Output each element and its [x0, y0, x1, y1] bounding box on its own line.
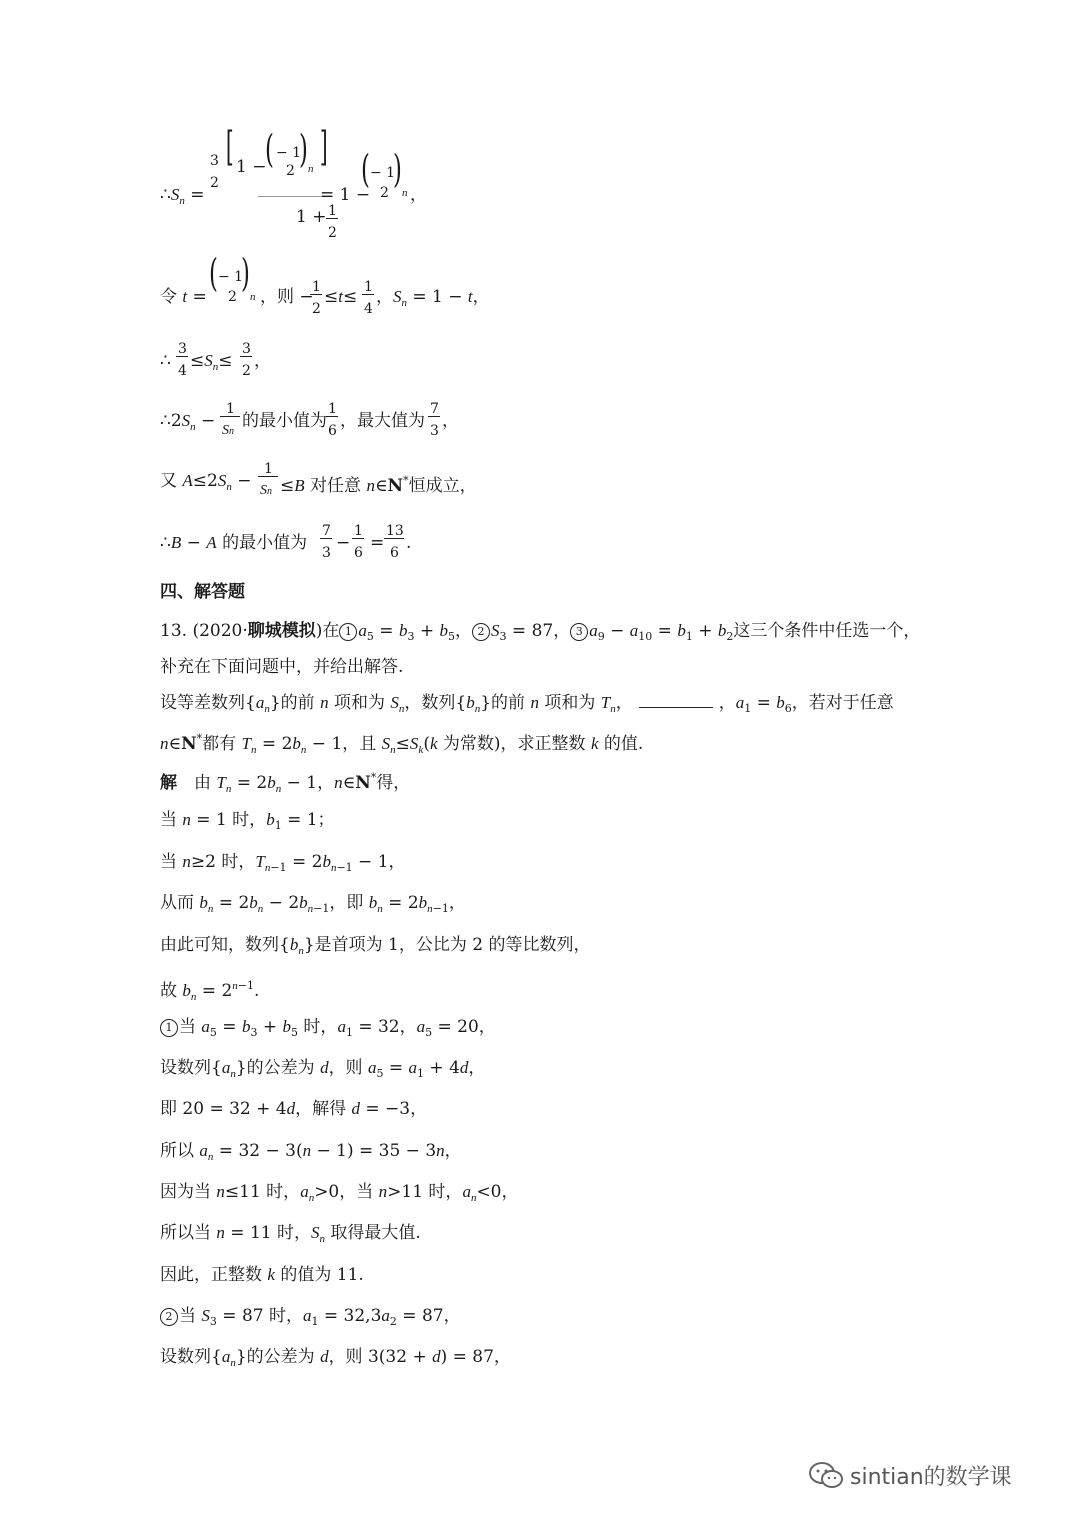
solution-line-11: 因为当 n≤11 时，$a_n>0$，当 n>11 时，$a_n<0$，	[160, 1182, 519, 1204]
solution-line-13: 因此，正整数 k 的值为 11.	[160, 1265, 364, 1285]
solution-line-5: 由此可知，数列$\{b_n\}$是首项为 1，公比为 2 的等比数列，	[160, 935, 591, 957]
answer-blank	[639, 693, 713, 708]
problem-13-line-4: n∈N*都有 $T_n = 2b_n - 1$，且 $S_n\le S_k(k$ 为常数)，求正整数 k 的值.	[160, 732, 644, 756]
document-page: $\therefore S_n$ = 3 2 [ 1 − ( − 1 2 ) n ] 1 + 1 2 = 1 − ( − 1 2 ) n ， 令 t = ( − 1 2 ) n ，则 − 1 2 ≤t≤ 1 4 ，$S_n = 1 - t$， ∴ 3 4 $\le S_n\le$ 3 2 ， $\therefore 2S_n$ − 1 Sn 的最小值为 1 6 ，最大值为 7 3 ， 又 $A\le 2S_n$ − 1 Sn ≤B 对任意 n∈N*恒成立， ∴B − A 的最小值为 7 3 − 1 6 = 13 6 . 四、解答题 13. (2020·聊城模拟)在 1 $a_5 = b_3 + b_5$， 2 $S_3 = 87$， 3 $a_9 - a_{10} = b_1 + b_2$这三个条件中任选一个， 补充在下面问题中，并给出解答. 设等差数列$\{a_n\}$的前 n 项和为 $S_n$，数列$\{b_n\}$的前 n 项和为 $T_n$， ，$a_1 = b_6$，若对于任意 n∈N*都有 $T_n = 2b_n - 1$，且 $S_n\le S_k(k$ 为常数)，求正整数 k 的值. 解 由 $T_n = 2b_n - 1$，n∈N*得， 当 n = 1 时，$b_1 = 1$； 当 n≥2 时，$T_{n-1} = 2b_{n-1} - 1$， 从而 $b_n = 2b_n - 2b_{n-1}$，即 $b_n = 2b_{n-1}$， 由此可知，数列$\{b_n\}$是首项为 1，公比为 2 的等比数列， 故 $b_n = 2^{n-1}$. 1 当 $a_5 = b_3 + b_5$ 时，$a_1 = 32$，$a_5 = 20$， 设数列$\{a_n\}$的公差为 d，则 $a_5 = a_1 + 4d$， 即 20 = 32 + 4d，解得 d = −3， 所以 $a_n = 32 - 3(n - 1) = 35 - 3n$， 因为当 n≤11 时，$a_n>0$，当 n>11 时，$a_n<0$， 所以当 n = 11 时，$S_n$ 取得最大值. 因此，正整数 k 的值为 11. 2 当 $S_3 = 87$ 时，$a_1 = 32,3a_2 = 87$， 设数列$\{a_n\}$的公差为 d，则 3(32 + d) = 87， sintian的数学课	[160, 124, 1012, 1490]
solution-line-6: 故 $b_n = 2^{n-1}$.	[160, 979, 260, 1003]
solution-line-8: 设数列$\{a_n\}$的公差为 d，则 $a_5 = a_1 + 4d$，	[160, 1058, 486, 1080]
solution-line-2: 当 n = 1 时，$b_1 = 1$；	[160, 810, 335, 832]
problem-13-line-3: 设等差数列$\{a_n\}$的前 n 项和为 $S_n$，数列$\{b_n\}$的前 n 项和为 $T_n$， ，$a_1 = b_6$，若对于任意	[160, 693, 894, 715]
solution-line-4: 从而 $b_n = 2b_n - 2b_{n-1}$，即 $b_n = 2b_{n-1}$，	[160, 893, 466, 915]
watermark	[808, 1460, 1012, 1491]
solution-line-10: 所以 $a_n = 32 - 3(n - 1) = 35 - 3n$，	[160, 1141, 462, 1163]
solution-line-12: 所以当 n = 11 时，$S_n$ 取得最大值.	[160, 1223, 421, 1245]
wechat-icon	[808, 1461, 844, 1491]
problem-13-line-1: 13. (2020·聊城模拟)在 1 $a_5 = b_3 + b_5$， 2 $S_3 = 87$， 3 $a_9 - a_{10} = b_1 + b_2$这三个条件中任选一个，	[160, 621, 921, 643]
solution-line-1: 解 由 $T_n = 2b_n - 1$，n∈N*得，	[160, 771, 411, 795]
solution-line-14: 2 当 $S_3 = 87$ 时，$a_1 = 32,3a_2 = 87$，	[160, 1305, 461, 1333]
solution-line-9: 即 20 = 32 + 4d，解得 d = −3，	[160, 1099, 428, 1119]
section-heading: 四、解答题	[160, 582, 245, 602]
solution-line-3: 当 n≥2 时，$T_{n-1} = 2b_{n-1} - 1$，	[160, 852, 406, 874]
watermark-text: sintian的数学课	[850, 1465, 1012, 1490]
solution-line-15: 设数列$\{a_n\}$的公差为 d，则 3(32 + d) = 87，	[160, 1347, 511, 1369]
problem-13-line-2: 补充在下面问题中，并给出解答.	[160, 657, 404, 677]
solution-line-7: 1 当 $a_5 = b_3 + b_5$ 时，$a_1 = 32$，$a_5 = 20$，	[160, 1016, 496, 1044]
